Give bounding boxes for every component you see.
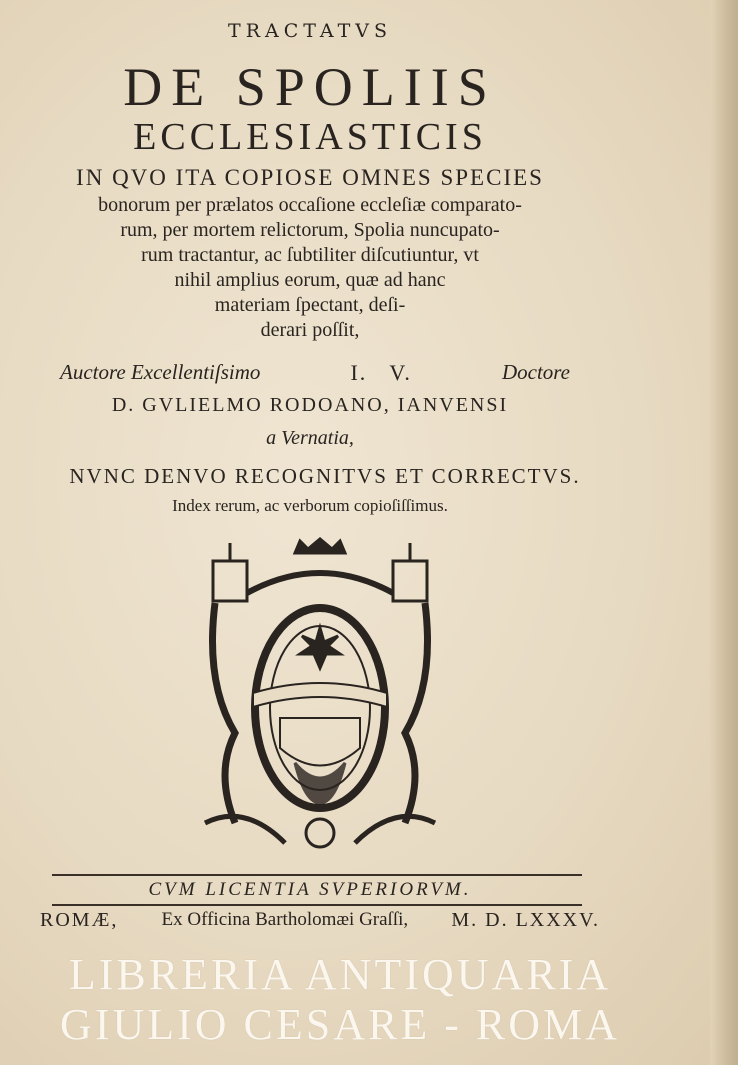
author-name: D. GVLIELMO RODOANO, IANVENSI [111,394,509,416]
page-edge [710,0,738,1065]
title-line-2: ECCLESIASTICIS [133,116,487,158]
top-rule [52,874,582,876]
author-title: Doctore [501,360,570,384]
printer-emblem [195,533,445,863]
imprint-line [40,910,600,930]
author-line [60,362,570,384]
author-degree: I. V. [350,360,412,385]
emblem-motto-ribbon [253,683,387,707]
emblem-crown [295,539,345,553]
watermark: LIBRERIA ANTIQUARIA GIULIO CESARE - ROMA [60,950,620,1049]
imprint-year: M. D. LXXXV. [451,909,600,931]
author-origin: a Vernatia, [266,427,354,449]
imprint-printer: Ex Officina Bartholomæi Graſſi, [161,909,409,930]
emblem-star [300,628,340,668]
title-line-1: DE SPOLIIS [123,57,497,117]
body-line: rum, per mortem relictorum, Spolia nuncupato- [120,219,500,241]
emblem-eagle [295,763,345,803]
imprint-place: ROMÆ, [40,909,119,931]
index-note: Index rerum, ac verborum copioſiſſimus. [172,496,448,515]
bottom-rule [52,904,582,906]
body-line: bonorum per prælatos occaſione eccleſiæ comparato- [98,194,522,216]
emblem-left-lantern [213,561,247,601]
license-line: CVM LICENTIA SVPERIORVM. [148,879,472,900]
overline: TRACTATVS [228,20,392,42]
emblem-shield [280,718,360,766]
body-line: rum tractantur, ac ſubtiliter diſcutiuntur, vt [141,244,479,266]
body-line: nihil amplius eorum, quæ ad hanc [174,269,446,291]
edition-note: NVNC DENVO RECOGNITVS ET CORRECTVS. [69,464,581,488]
author-prefix: Auctore Excellentiſsimo [60,360,261,384]
subtitle: IN QVO ITA COPIOSE OMNES SPECIES [76,165,544,190]
body-line: materiam ſpectant, deſi- [214,294,406,316]
emblem-right-lantern [393,561,427,601]
body-line: derari poſſit, [260,319,360,341]
